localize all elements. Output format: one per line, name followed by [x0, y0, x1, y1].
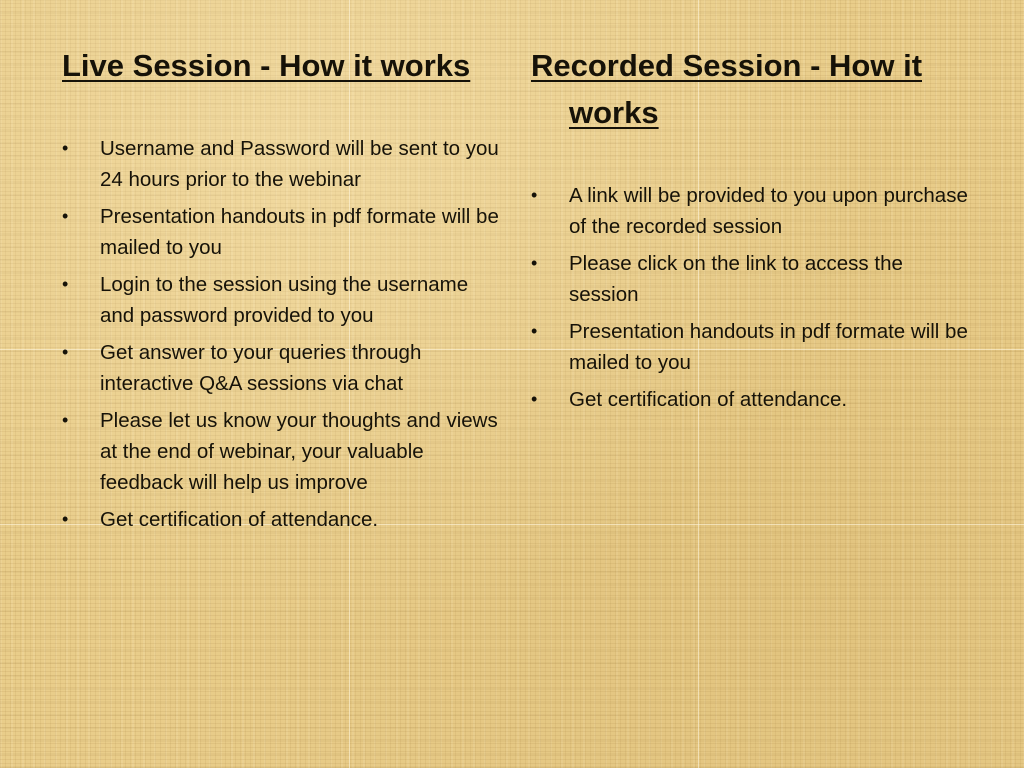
list-item [62, 405, 502, 498]
list-item [62, 337, 502, 399]
recorded-session-heading: Recorded Session - How it works [531, 48, 923, 130]
live-session-column [62, 42, 502, 541]
bullet-icon: • [62, 509, 69, 529]
bullet-icon: • [62, 138, 69, 158]
bullet-icon: • [62, 410, 69, 430]
list-item-text: Get certification of attendance. [100, 508, 379, 531]
list-item-text: Get answer to your queries through interactive Q&A sessions via chat [100, 341, 422, 395]
list-item [531, 384, 971, 415]
bullet-icon: • [62, 206, 69, 226]
list-item [62, 201, 502, 263]
list-item-text: Username and Password will be sent to you 24 hours prior to the webinar [100, 137, 499, 191]
list-item-text: Please click on the link to access the session [569, 252, 903, 306]
list-item [531, 180, 971, 242]
list-item [531, 248, 971, 310]
bullet-icon: • [531, 389, 538, 409]
bullet-icon: • [531, 185, 538, 205]
list-item-text: Please let us know your thoughts and views at the end of webinar, your valuable feedback will help us improve [100, 409, 498, 494]
list-item-text: Presentation handouts in pdf formate will be mailed to you [100, 205, 499, 259]
list-item-text: Presentation handouts in pdf formate will be mailed to you [569, 320, 968, 374]
recorded-session-list [531, 180, 971, 415]
list-item [62, 133, 502, 195]
bullet-icon: • [62, 342, 69, 362]
list-item-text: A link will be provided to you upon purchase of the recorded session [569, 184, 968, 238]
bullet-icon: • [531, 253, 538, 273]
recorded-session-column [531, 42, 971, 421]
bullet-icon: • [531, 321, 538, 341]
list-item-text: Get certification of attendance. [569, 388, 848, 411]
live-session-list [62, 133, 502, 535]
live-session-heading: Live Session - How it works [62, 48, 471, 83]
list-item [531, 316, 971, 378]
list-item-text: Login to the session using the username and password provided to you [100, 273, 469, 327]
bullet-icon: • [62, 274, 69, 294]
list-item [62, 504, 502, 535]
list-item [62, 269, 502, 331]
